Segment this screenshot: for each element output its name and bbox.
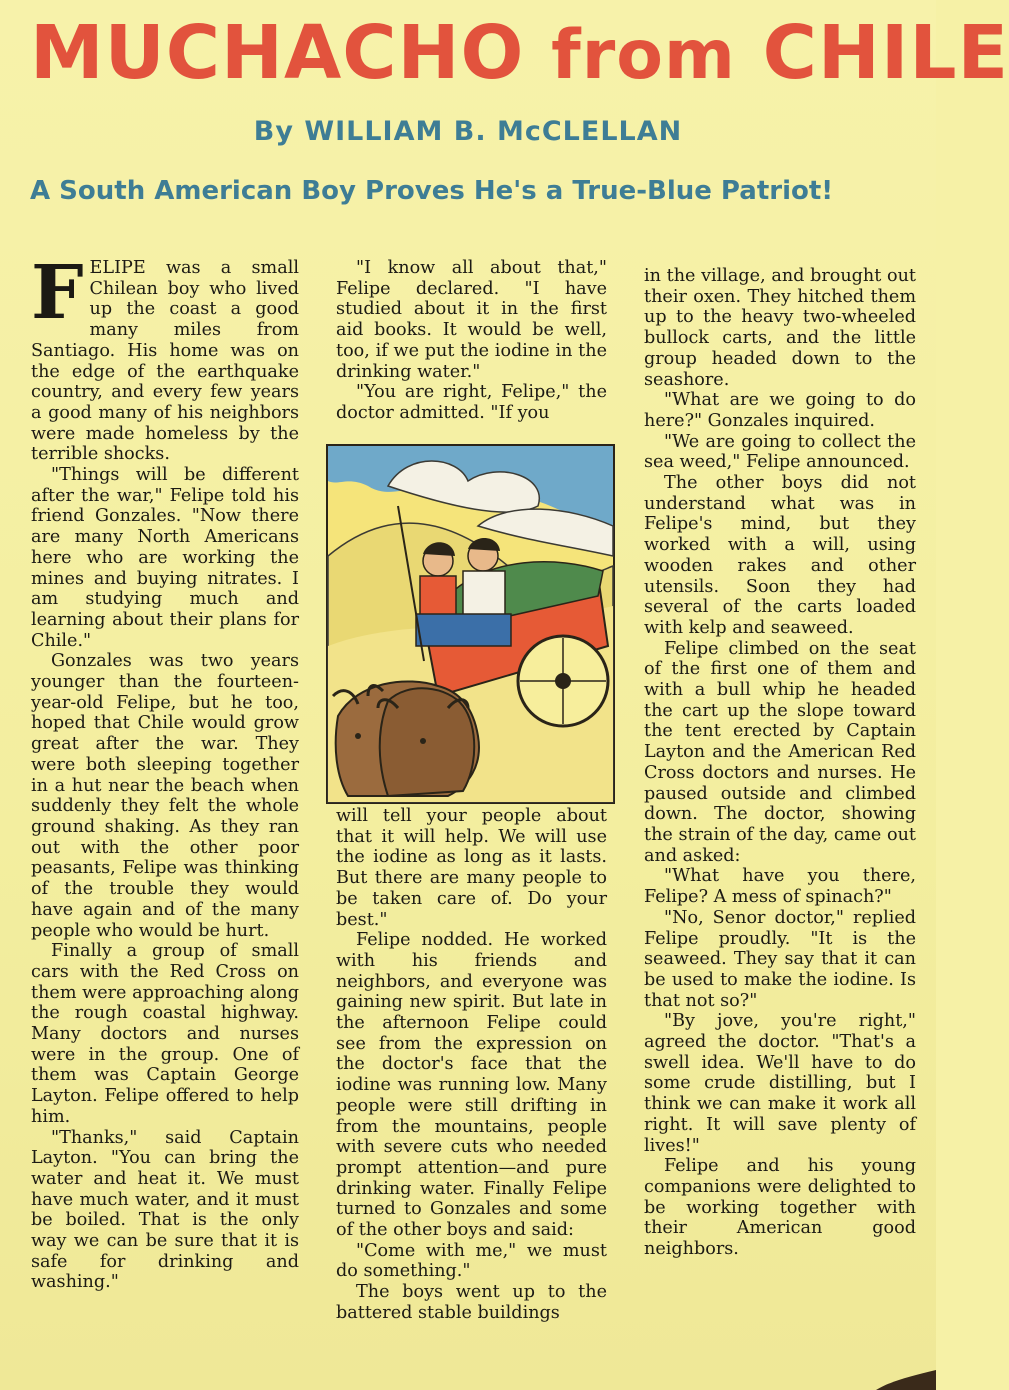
paragraph: Felipe nodded. He worked with his friends and neighbors, and everyone was gaining new spirit. But late in the afternoon Felipe could see from the expression on the doctor's face that the iodine was running low. Many people were still drifting in from the mountains, people with severe cuts who needed prompt attention—and pure drinking water. Finally Felipe turned to Gonzales and some of the other boys and said: [336,930,607,1241]
article-title [30,6,1009,103]
paragraph: will tell your people about that it will help. We will use the iodine as long as it lasts. But there are many people to be taken care of. Do your best." [336,806,607,930]
paragraph: "By jove, you're right," agreed the doctor. "That's a swell idea. We'll have to do some crude distilling, but I think we can make it work all right. It will save plenty of lives!" [644,1011,916,1156]
paragraph: The other boys did not understand what was in Felipe's mind, but they worked with a will, using wooden rakes and other utensils. Soon they had several of the carts loaded with kelp and seaweed. [644,473,916,638]
paragraph: The boys went up to the battered stable buildings [336,1282,607,1323]
paragraph: "I know all about that," Felipe declared. "I have studied about it in the first aid books. It would be well, too, if we put the iodine in the drinking water." [336,258,607,382]
paragraph: Gonzales was two years younger than the fourteen-year-old Felipe, but he too, hoped that Chile would grow great after the war. They were both sleeping together in a hut near the beach when suddenly they felt the whole ground shaking. As they ran out with the other poor peasants, Felipe was thinking of the trouble they would have again and of the many people who would be hurt. [31,651,299,941]
column-2-bottom [336,806,607,1324]
title-from: from [551,16,736,95]
paragraph [31,250,299,465]
paragraph: Finally a group of small cars with the Red Cross on them were approaching along the rough coastal highway. Many doctors and nurses were in the group. One of them was Captain George Layton. Felipe offered to help him. [31,941,299,1127]
paragraph: "Thanks," said Captain Layton. "You can bring the water and heat it. We must have much water, and it must be boiled. That is the only way we can be sure that it is safe for drinking and washing." [31,1127,299,1293]
title-chile: CHILE [762,10,1009,96]
paragraph: "Things will be different after the war," Felipe told his friend Gonzales. "Now there are many North Americans here who are working the mines and buying nitrates. I am studying much and learning about their plans for Chile." [31,465,299,651]
paragraph: "What are we going to do here?" Gonzales inquired. [644,390,916,431]
column-3 [644,266,916,1260]
oxcart-illustration [326,444,615,804]
column-2-top [336,258,607,424]
paragraph: in the village, and brought out their oxen. They hitched them up to the heavy two-wheeled bullock carts, and the little group headed down to the seashore. [644,266,916,390]
byline: By WILLIAM B. McCLELLAN [253,116,683,147]
paragraph: "No, Senor doctor," replied Felipe proudly. "It is the seaweed. They say that it can be used to make the iodine. Is that not so?" [644,907,916,1011]
paragraph-text: ELIPE was a small Chilean boy who lived up the coast a good many miles from Santiago. His home was on the edge of the earthquake country, and every few years a good many of his neighbors were made homeless by the terrible shocks. [31,258,299,465]
drop-cap: F [31,250,84,336]
page-wear-mark [876,1366,936,1390]
paragraph: Felipe and his young companions were delighted to be working together with their American good neighbors. [644,1156,916,1260]
paragraph: "You are right, Felipe," the doctor admitted. "If you [336,382,607,423]
paragraph: Felipe climbed on the seat of the first one of them and with a bull whip he headed the cart up the slope toward the tent erected by Captain Layton and the American Red Cross doctors and nurses. He paused outside and climbed down. The doctor, showing the strain of the day, came out and asked: [644,638,916,866]
paragraph: "What have you there, Felipe? A mess of spinach?" [644,866,916,908]
paragraph: "Come with me," we must do something." [336,1240,607,1282]
subtitle: A South American Boy Proves He's a True-Blue Patriot! [30,176,834,206]
title-muchacho: MUCHACHO [30,10,525,96]
column-1 [31,250,299,1293]
paragraph: "We are going to collect the sea weed," Felipe announced. [644,431,916,473]
illustration-drawing [328,446,613,802]
